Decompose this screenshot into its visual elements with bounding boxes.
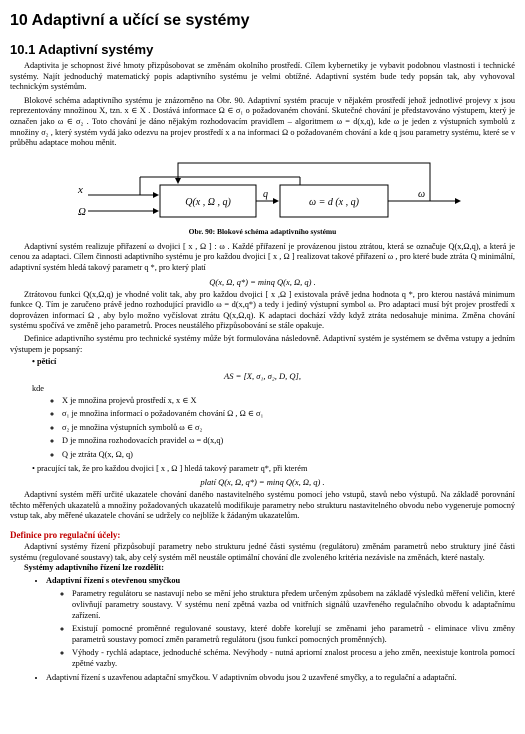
definition-list-2 — [10, 464, 515, 475]
set-item: ◦ X je množina projevů prostředí x, x ∈ X — [62, 396, 515, 407]
equation-2: AS = [X, σ₁, σ₂, D, Q], — [224, 370, 301, 381]
input-x-label: x — [78, 183, 83, 196]
paragraph-8: Systémy adaptivního řízení lze rozdělit: — [24, 563, 164, 573]
decision-block-label: ω = d (x , q) — [309, 196, 359, 208]
figure-caption: Obr. 90: Blokové schéma adaptivního systému — [188, 226, 337, 236]
control-type-open-loop-label: Adaptivní řízení s otevřenou smyčkou — [46, 575, 181, 585]
bullet-pracujici: • pracující tak, že pro každou dvojici [ x , Ω ] hledá takový parametr q*, při kterém — [32, 463, 308, 473]
open-loop-item: ◦ Výhody - rychlá adaptace, jednoduché schéma. Nevýhody - nutná apriorní znalost procesu a jeho změn, neexistuje kontrola pomocí zpětné vazby. — [72, 648, 515, 669]
paragraph-5: Definice adaptivního systému pro technické systémy může být formulována následovně. Adaptivní systém je systémem se dvěma vstupy a jedním výstupem je popsaný: — [10, 333, 515, 354]
loss-block-label: Q(x , Ω , q) — [185, 196, 231, 208]
q-label: q — [263, 188, 268, 200]
output-label: ω — [418, 188, 426, 200]
control-type-closed-loop: • Adaptivní řízení s uzavřenou adaptační smyčkou. V adaptivním obvodu jsou 2 uzavřené smyčky, a to regulační a adaptační. — [46, 673, 515, 684]
equation-3: platí Q(x, Ω, q*) = minq Q(x, Ω, q) . — [200, 477, 325, 488]
definition-title: Definice pro regulační účely: — [10, 530, 121, 541]
set-item: ◦ σ₁ je množina informací o požadovaném chování Ω , Ω ∈ σ₁ — [62, 409, 515, 420]
section-title: 10.1 Adaptivní systémy — [10, 42, 154, 57]
definition-list — [10, 357, 515, 368]
set-definitions-list — [10, 396, 515, 461]
open-loop-item: ◦ Existují pomocné proměnné regulované soustavy, které dobře korelují se změnami jeho parametrů - eliminace vlivu změny parametrů soustavy pomocí změn parametrů regulátoru (jsou funkcí pomocných proměnných). — [72, 624, 515, 645]
block-diagram — [10, 155, 515, 225]
equation-1: Q(x, Ω, q*) = minq Q(x, Ω, q) . — [209, 276, 316, 287]
set-item: ◦ D je množina rozhodovacích pravidel ω = d(x,q) — [62, 436, 515, 447]
control-type-open-loop — [46, 576, 515, 670]
set-item: ◦ σ₂ je množina výstupních symbolů ω ∈ σ₂ — [62, 423, 515, 434]
paragraph-intro-1: Adaptivita je schopnost živé hmoty přizpůsobovat se změnám okolního prostředí. Cílem kybernetiky je vybavit podobnou vlastnosti i technické systémy. Najít jednoduchý matematický popis adaptivního systému je velmi obtížné. Adaptivní systém bude tedy popsán tak, aby vyhovoval technickým systémům. — [10, 61, 515, 92]
input-omega-label: Ω — [78, 205, 86, 218]
set-item: ◦ Q je ztráta Q(x, Ω, q) — [62, 450, 515, 461]
paragraph-4: Ztrátovou funkci Q(x,Ω,q) je vhodné volit tak, aby pro každou dvojici [ x ,Ω ] existovala právě jedna hodnota q *, pro kterou nastává minimum funkce Q. Tím je zaručeno právě jedno rozhodující pravidlo ω = d(x,q*) a tedy i jediný výstupní symbol ω. Pro adaptaci musí být projev prostředí x doprovázen informací Ω , aby bylo možno vyčíslovat ztrátu Q(x,Ω,q). K adaptaci dochází vždy když ztráta nedosahuje minima. Změna chování systému spočívá ve změně jeho parametrů. Proces neustálého přizpůsobování se stále opakuje. — [10, 289, 515, 331]
bullet-petici: • pěticí — [32, 357, 57, 367]
control-types-list — [10, 576, 515, 683]
paragraph-6: Adaptivní systém měří určité ukazatele chování daného nastavitelného systému pomocí jeho vstupů, stavů nebo výstupů. Na základě porovnání těchto měřených ukazatelů a množiny požadovaných ukazatelů modifikuje parametry nebo strukturu nastavitelného obvodu nebo vygeneruje pomocný vstup tak, aby měřené ukazatele chování se udržely co nejblíže k žádaným ukazatelům. — [10, 490, 515, 521]
paragraph-intro-2: Blokové schéma adaptivního systému je znázorněno na Obr. 90. Adaptivní systém pracuje v nějakém prostředí jehož jednotlivé projevy x jsou reprezentovány množinou X, tzn. x ∈ X . Dostává informace Ω ∈ σ₁ o požadovaném chování. Skutečné chování je představováno výstupem, který je označen jako ω ∈ σ₂ . Toto chování je dáno nějakým rozhodovacím pravidlem – algoritmem ω = d(x,q), kde ω je jeden z výstupních symbolů z množiny σ₂ , který systém vydá jako odezvu na projev prostředí x a na informaci Ω o požadovaném chování a kde q jsou parametry systému, které se v průběhu adaptace mohou měnit. — [10, 95, 515, 148]
open-loop-item: ◦ Parametry regulátoru se nastavují nebo se mění jeho struktura předem určeným způsobem na základě výsledků měření veličin, které ovlivňují parametry soustavy. V systému není zpětná vazba od vnitřních signálů uzavřeného regulačního obvodu k adaptačnímu zařízení. — [72, 589, 515, 621]
paragraph-3: Adaptivní systém realizuje přiřazení ω dvojici [ x , Ω ] : ω . Každé přiřazení je provázenou jistou ztrátou, která se označuje Q(x,Ω,q), a která je cenou za adaptaci. Cílem činnosti adaptivního systému je pro každou dvojici [ x , Ω ] realizovat takové přiřazení ω , pro které bude ztráta Q minimální, adaptivní systém hledá takový parametr q *, pro který platí — [10, 241, 515, 272]
kde-label: kde — [32, 383, 44, 393]
paragraph-7: Adaptivní systémy řízení přizpůsobují parametry nebo strukturu jedné části systému (regulátoru) změnám parametrů nebo struktury jiné části systému (regulované soustavy) tak, aby celý systém měl neustále optimální chování dle zvoleného kritéria nezávisle na změnách, které nastaly. — [10, 542, 515, 562]
open-loop-sublist — [46, 589, 515, 669]
chapter-title: 10 Adaptivní a učící se systémy — [10, 12, 250, 29]
block-diagram-svg — [10, 155, 515, 225]
